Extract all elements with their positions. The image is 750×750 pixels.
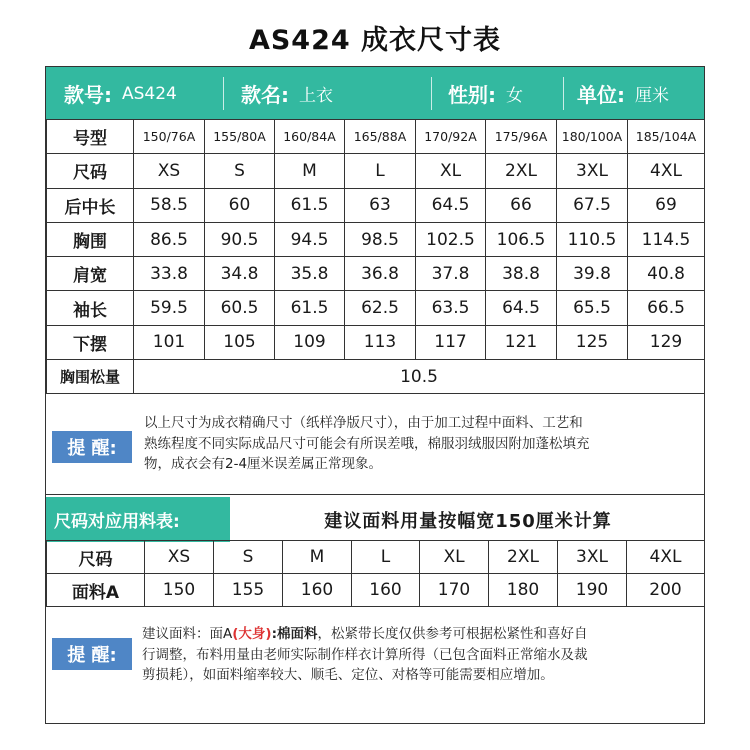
table-cell: 117 [416,325,486,359]
table-cell: 180 [489,574,558,607]
table-cell: 65.5 [557,291,628,325]
reminder-badge: 提 醒: [52,431,132,463]
table-cell: 63 [345,188,416,222]
unit-label: 单位: [577,83,625,107]
table-cell: 62.5 [345,291,416,325]
table-cell: S [205,154,275,188]
table-cell: 160 [283,574,352,607]
row-label: 尺码 [47,541,145,574]
table-cell: 155 [214,574,283,607]
reminder-line: 行调整，布料用量由老师实际制作样衣计算所得（已包含面料正常缩水及裁 [142,646,588,663]
gender-label: 性别: [448,83,496,107]
header-divider [223,77,224,110]
reminder-box [46,606,704,724]
table-cell: 200 [627,574,705,607]
table-row [47,188,705,222]
table-cell: 36.8 [345,257,416,291]
table-cell: 3XL [558,541,627,574]
table-cell: 40.8 [628,257,705,291]
table-cell: 105 [205,325,275,359]
size-table [46,119,705,394]
row-label: 面料A [47,574,145,607]
model-cell: 180/100A [557,120,628,154]
gender [448,67,523,120]
table-cell: 67.5 [557,188,628,222]
table-row [47,120,705,154]
table-cell: 150 [145,574,214,607]
table-cell: 190 [558,574,627,607]
table-cell: 129 [628,325,705,359]
style-name-value: 上衣 [299,86,333,106]
reminder-line: 剪损耗），如面料缩率较大、顺毛、定位、对格等可能需要相应增加。 [142,667,554,683]
table-cell: S [214,541,283,574]
table-cell: XL [416,154,486,188]
table-cell: 113 [345,325,416,359]
table-cell: 39.8 [557,257,628,291]
table-cell: 114.5 [628,222,705,256]
table-cell: 170 [420,574,489,607]
reminder-line: 物，成衣会有2-4厘米误差属正常现象。 [144,456,383,472]
header-divider [563,77,564,110]
style-name [241,67,333,120]
table-row [47,325,705,359]
table-cell: 98.5 [345,222,416,256]
table-cell: 64.5 [416,188,486,222]
table-cell: 33.8 [134,257,205,291]
table-cell: 61.5 [275,188,345,222]
reminder-box [46,393,704,495]
table-cell: 38.8 [486,257,557,291]
header-divider [431,77,432,110]
table-row [47,154,705,188]
table-cell: 63.5 [416,291,486,325]
table-cell: 2XL [489,541,558,574]
table-cell: 160 [352,574,420,607]
model-cell: 185/104A [628,120,705,154]
model-cell: 165/88A [345,120,416,154]
table-cell: L [352,541,420,574]
table-row [47,360,705,394]
table-row [47,541,705,574]
table-cell: 66 [486,188,557,222]
table-cell: 110.5 [557,222,628,256]
fabric-type: :棉面料 [271,626,318,642]
table-cell: 90.5 [205,222,275,256]
style-name-label: 款名: [241,83,289,107]
ease-label: 胸围松量 [47,360,134,394]
fabric-section-tag: 尺码对应用料表: [46,497,230,542]
table-row [47,222,705,256]
reminder-text [142,624,588,686]
table-cell: 102.5 [416,222,486,256]
table-cell: M [275,154,345,188]
table-cell: 121 [486,325,557,359]
table-cell: 61.5 [275,291,345,325]
table-cell: 86.5 [134,222,205,256]
ease-value: 10.5 [134,360,705,394]
table-cell: 66.5 [628,291,705,325]
fabric-advice-rest: ，松紧带长度仅供参考可根据松紧性和喜好自 [317,626,588,642]
row-label: 胸围 [47,222,134,256]
table-cell: 60 [205,188,275,222]
fabric-table [46,540,705,607]
table-cell: L [345,154,416,188]
row-label: 肩宽 [47,257,134,291]
table-cell: 59.5 [134,291,205,325]
reminder-badge: 提 醒: [52,638,132,670]
table-cell: 35.8 [275,257,345,291]
fabric-calc-note: 建议面料用量按幅宽150厘米计算 [324,510,612,532]
info-header [46,67,704,120]
model-label: 号型 [47,120,134,154]
reminder-line: 熟练程度不同实际成品尺寸可能会有所误差哦，棉服羽绒服因附加蓬松填充 [144,435,590,452]
model-cell: 150/76A [134,120,205,154]
table-cell: 34.8 [205,257,275,291]
fabric-highlight: (大身) [232,626,272,642]
table-cell: 4XL [627,541,705,574]
table-cell: 64.5 [486,291,557,325]
table-cell: 125 [557,325,628,359]
table-cell: M [283,541,352,574]
gender-value: 女 [506,86,523,106]
style-no [64,67,177,120]
unit-value: 厘米 [635,86,669,106]
table-cell: 69 [628,188,705,222]
reminder-line [142,624,588,645]
table-cell: 37.8 [416,257,486,291]
unit [577,67,669,120]
model-cell: 175/96A [486,120,557,154]
table-row [47,257,705,291]
model-cell: 170/92A [416,120,486,154]
table-cell: 60.5 [205,291,275,325]
row-label: 下摆 [47,325,134,359]
table-cell: 106.5 [486,222,557,256]
table-cell: XS [134,154,205,188]
style-no-label: 款号: [64,83,112,107]
model-cell: 155/80A [205,120,275,154]
table-row [47,291,705,325]
row-label: 尺码 [47,154,134,188]
fabric-advice: 建议面料：面A [142,626,233,642]
table-cell: 3XL [557,154,628,188]
table-cell: 94.5 [275,222,345,256]
row-label: 后中长 [47,188,134,222]
table-cell: 2XL [486,154,557,188]
table-cell: 109 [275,325,345,359]
reminder-line: 以上尺寸为成衣精确尺寸（纸样净版尺寸），由于加工过程中面料、工艺和 [144,415,583,431]
table-cell: 4XL [628,154,705,188]
page-title: AS424 成衣尺寸表 [248,25,502,56]
table-cell: XL [420,541,489,574]
table-cell: 101 [134,325,205,359]
style-no-value: AS424 [122,83,177,104]
row-label: 袖长 [47,291,134,325]
model-cell: 160/84A [275,120,345,154]
table-row [47,574,705,607]
table-cell: XS [145,541,214,574]
table-cell: 58.5 [134,188,205,222]
reminder-text [144,413,590,475]
